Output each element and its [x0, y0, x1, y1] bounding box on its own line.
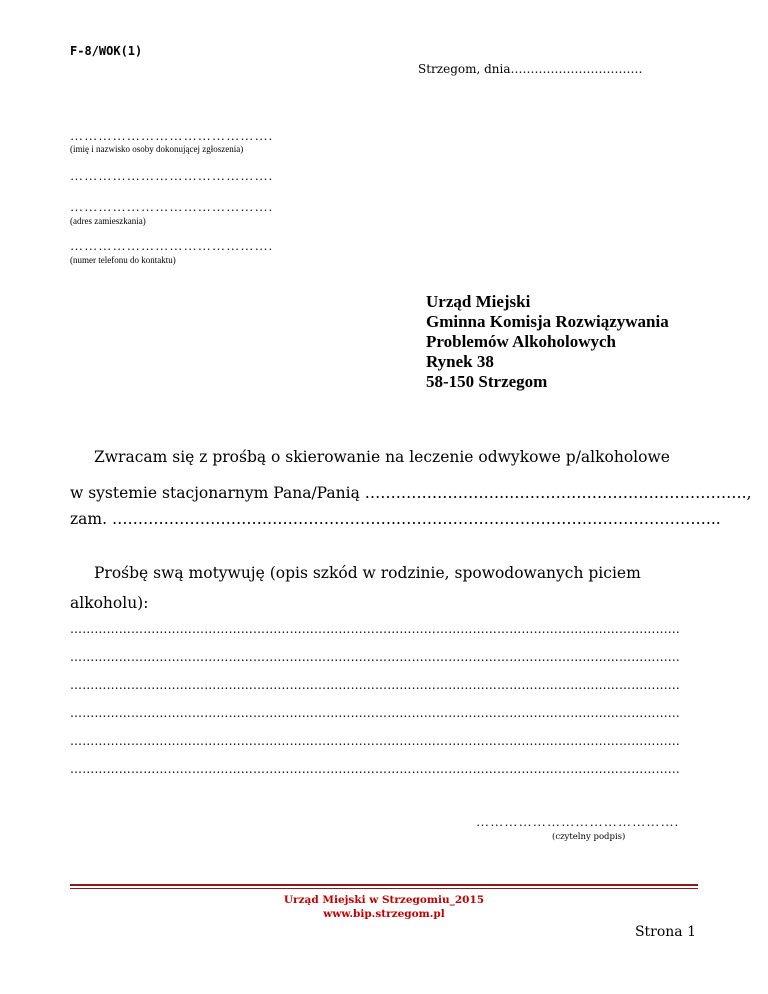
recipient-line-2: Gminna Komisja Rozwiązywania — [426, 312, 669, 331]
address-caption: (adres zamieszkania) — [70, 216, 146, 226]
motivation-dotline-2: …………………………………………………………………………………………………………………………………… — [70, 650, 680, 664]
phone-caption: (numer telefonu do kontaktu) — [70, 255, 176, 265]
motivation-line-1: Prośbę swą motywuję (opis szkód w rodzinie, spowodowanych piciem — [94, 564, 641, 582]
date-line: Strzegom, dnia…………………………… — [418, 62, 643, 76]
name-field: ……………………………………. — [70, 128, 274, 143]
footer-office: Urząd Miejski w Strzegomiu_2015 — [283, 894, 485, 906]
footer-rule-thin — [70, 888, 698, 889]
recipient-line-5: 58-150 Strzegom — [426, 372, 548, 391]
address-field-line-1: ……………………………………. — [70, 168, 274, 183]
address-field-line-2: ……………………………………. — [70, 199, 274, 214]
request-line-2: w systemie stacjonarnym Pana/Panią ……………………….………………………………………., — [70, 484, 752, 502]
motivation-line-2: alkoholu): — [70, 594, 149, 612]
name-caption: (imię i nazwisko osoby dokonującej zgłoszenia) — [70, 144, 244, 154]
footer-website: www.bip.strzegom.pl — [323, 908, 445, 920]
request-line-1: Zwracam się z prośbą o skierowanie na leczenie odwykowe p/alkoholowe — [94, 448, 670, 466]
motivation-dotline-1: …………………………………………………………………………………………………………………………………… — [70, 622, 680, 636]
recipient-line-1: Urząd Miejski — [426, 292, 531, 311]
footer-rule — [70, 884, 698, 886]
recipient-line-3: Problemów Alkoholowych — [426, 332, 617, 351]
signature-field: ……………………………………. — [476, 814, 680, 829]
motivation-dotline-5: …………………………………………………………………………………………………………………………………… — [70, 734, 680, 748]
page-number: Strona 1 — [634, 924, 696, 940]
request-line-3: zam. ……………………………………………….……………………………………………………... — [70, 510, 721, 528]
recipient-line-4: Rynek 38 — [426, 352, 494, 371]
motivation-dotline-4: …………………………………………………………………………………………………………………………………… — [70, 706, 680, 720]
motivation-dotline-6: …………………………………………………………………………………………………………………………………… — [70, 762, 680, 776]
phone-field: ……………………………………. — [70, 238, 274, 253]
form-code: F-8/WOK(1) — [70, 44, 143, 58]
motivation-dotline-3: …………………………………………………………………………………………………………………………………… — [70, 678, 680, 692]
signature-caption: (czytelny podpis) — [552, 832, 626, 842]
